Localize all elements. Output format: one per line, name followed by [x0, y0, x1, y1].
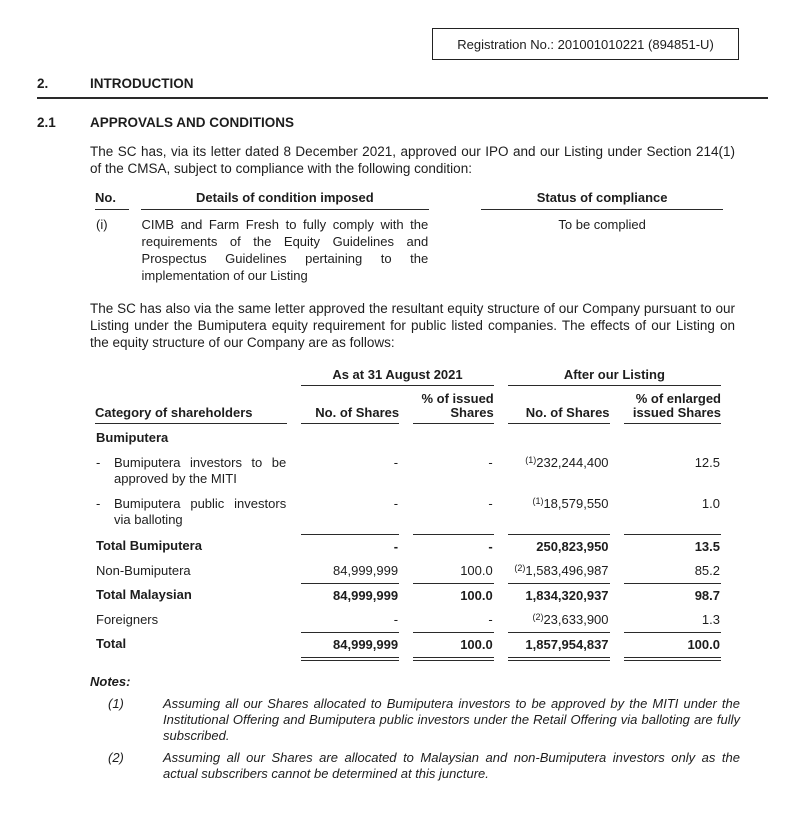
row-bumiputera-header — [95, 424, 721, 447]
shares-after: $^{(1)}$232,244,400 — [525, 455, 609, 470]
section-number: 2. — [37, 76, 49, 91]
list-dash: - — [96, 455, 101, 470]
pct-current: - — [488, 612, 493, 627]
note-item — [90, 750, 768, 782]
row-foreigners — [95, 608, 721, 632]
conditions-header-gap — [441, 190, 469, 210]
footnote-ref: (2) — [514, 563, 526, 573]
registration-box — [432, 28, 739, 60]
approval-paragraph: The SC has, via its letter dated 8 December 2021, approved our IPO and our Listing under Section 214(1) of the CMSA, subject to compliance with the following condition: — [90, 144, 735, 176]
conditions-header-status: Status of compliance — [481, 190, 723, 210]
note-ref: (2) — [108, 750, 124, 765]
pct-current: - — [488, 496, 493, 511]
category-label: Total Malaysian — [96, 587, 192, 602]
pct-after: 85.2 — [694, 563, 720, 578]
group-header-as-at: As at 31 August 2021 — [301, 367, 494, 386]
pct-after: 1.3 — [701, 612, 720, 627]
body-block — [90, 143, 735, 661]
row-total-malaysian — [95, 583, 721, 608]
condition-number: (i) — [96, 217, 108, 232]
shares-after: $^{(2)}$1,583,496,987 — [514, 563, 609, 578]
list-dash: - — [96, 496, 101, 511]
shares-current: 84,999,999 — [301, 583, 399, 608]
notes-title: Notes: — [90, 674, 131, 689]
shares-after: 1,857,954,837 — [508, 632, 610, 661]
pct-after: 98.7 — [624, 583, 721, 608]
category-label: Bumiputera — [96, 430, 169, 445]
shares-after: 1,834,320,937 — [508, 583, 610, 608]
subsection-heading — [37, 115, 768, 130]
note-ref: (1) — [108, 696, 124, 711]
notes-section — [90, 673, 768, 782]
shares-after: $^{(1)}$18,579,550 — [532, 496, 609, 511]
pct-current: - — [488, 455, 493, 470]
row-bumiputera-balloting — [95, 488, 721, 534]
category-label: Bumiputera public investors via balloting — [114, 496, 287, 527]
pct-after: 1.0 — [701, 496, 720, 511]
equity-table — [81, 367, 735, 661]
shares-after: 250,823,950 — [508, 534, 610, 559]
equity-paragraph: The SC has also via the same letter approved the resultant equity structure of our Company pursuant to our Listing under the Bumiputera equity requirement for public listed companies. The effects of our Listing on the equity structure of our Company are as follows: — [90, 301, 735, 350]
pct-after: 13.5 — [624, 534, 721, 559]
category-label: Total — [96, 636, 127, 651]
note-text: Assuming all our Shares allocated to Bumiputera investors to be approved by the MITI under the Institutional Offering and Bumiputera public investors under the Retail Offering via balloting are fully subscribed. — [163, 696, 740, 743]
note-text: Assuming all our Shares are allocated to Malaysian and non-Bumiputera investors only as the actual subscribers cannot be determined at this juncture. — [163, 750, 740, 781]
category-label: Non-Bumiputera — [96, 563, 191, 578]
section-title: INTRODUCTION — [90, 76, 194, 91]
registration-number: Registration No.: 201001010221 (894851-U) — [457, 36, 714, 52]
pct-current: 100.0 — [413, 583, 494, 608]
shares-current: - — [393, 612, 399, 627]
footnote-ref: (1) — [525, 455, 537, 465]
footnote-ref: (1) — [532, 496, 544, 506]
group-header-after-listing: After our Listing — [508, 367, 721, 386]
pct-after: 100.0 — [624, 632, 721, 661]
row-non-bumiputera — [95, 559, 721, 583]
col-header-category: Category of shareholders — [95, 386, 287, 424]
row-total — [95, 632, 721, 661]
footnote-ref: (2) — [532, 612, 544, 622]
equity-group-header-row — [95, 367, 721, 386]
equity-column-header-row — [95, 386, 721, 424]
col-header-shares-after: No. of Shares — [508, 386, 610, 424]
row-bumiputera-miti — [95, 447, 721, 488]
shares-current: - — [393, 496, 399, 511]
shares-current: - — [301, 534, 399, 559]
shares-current: - — [393, 455, 399, 470]
pct-current: 100.0 — [413, 632, 494, 661]
condition-row — [95, 210, 723, 285]
category-label: Bumiputera investors to be approved by the MITI — [114, 455, 287, 486]
row-total-bumiputera — [95, 534, 721, 559]
col-header-shares-current: No. of Shares — [301, 386, 399, 424]
shares-after: $^{(2)}$23,633,900 — [532, 612, 609, 627]
section-heading — [37, 76, 768, 99]
conditions-header-row — [95, 190, 723, 210]
conditions-header-no: No. — [95, 190, 129, 210]
note-item — [90, 696, 768, 744]
col-header-pct-enlarged: % of enlarged issued Shares — [624, 386, 721, 424]
subsection-number: 2.1 — [37, 115, 56, 130]
condition-status: To be complied — [558, 217, 646, 232]
category-label: Foreigners — [96, 612, 159, 627]
shares-current: 84,999,999 — [301, 632, 399, 661]
subsection-title: APPROVALS AND CONDITIONS — [90, 115, 295, 130]
conditions-table — [83, 190, 735, 285]
shares-current: 84,999,999 — [333, 563, 399, 578]
pct-after: 12.5 — [694, 455, 720, 470]
col-header-pct-issued: % of issued Shares — [413, 386, 494, 424]
conditions-header-details: Details of condition imposed — [141, 190, 430, 210]
pct-current: 100.0 — [460, 563, 493, 578]
pct-current: - — [413, 534, 494, 559]
condition-details: CIMB and Farm Fresh to fully comply with the requirements of the Equity Guidelines and Prospectus Guidelines pertaining to the implementation of our Listing — [141, 217, 429, 283]
category-label: Total Bumiputera — [96, 538, 202, 553]
